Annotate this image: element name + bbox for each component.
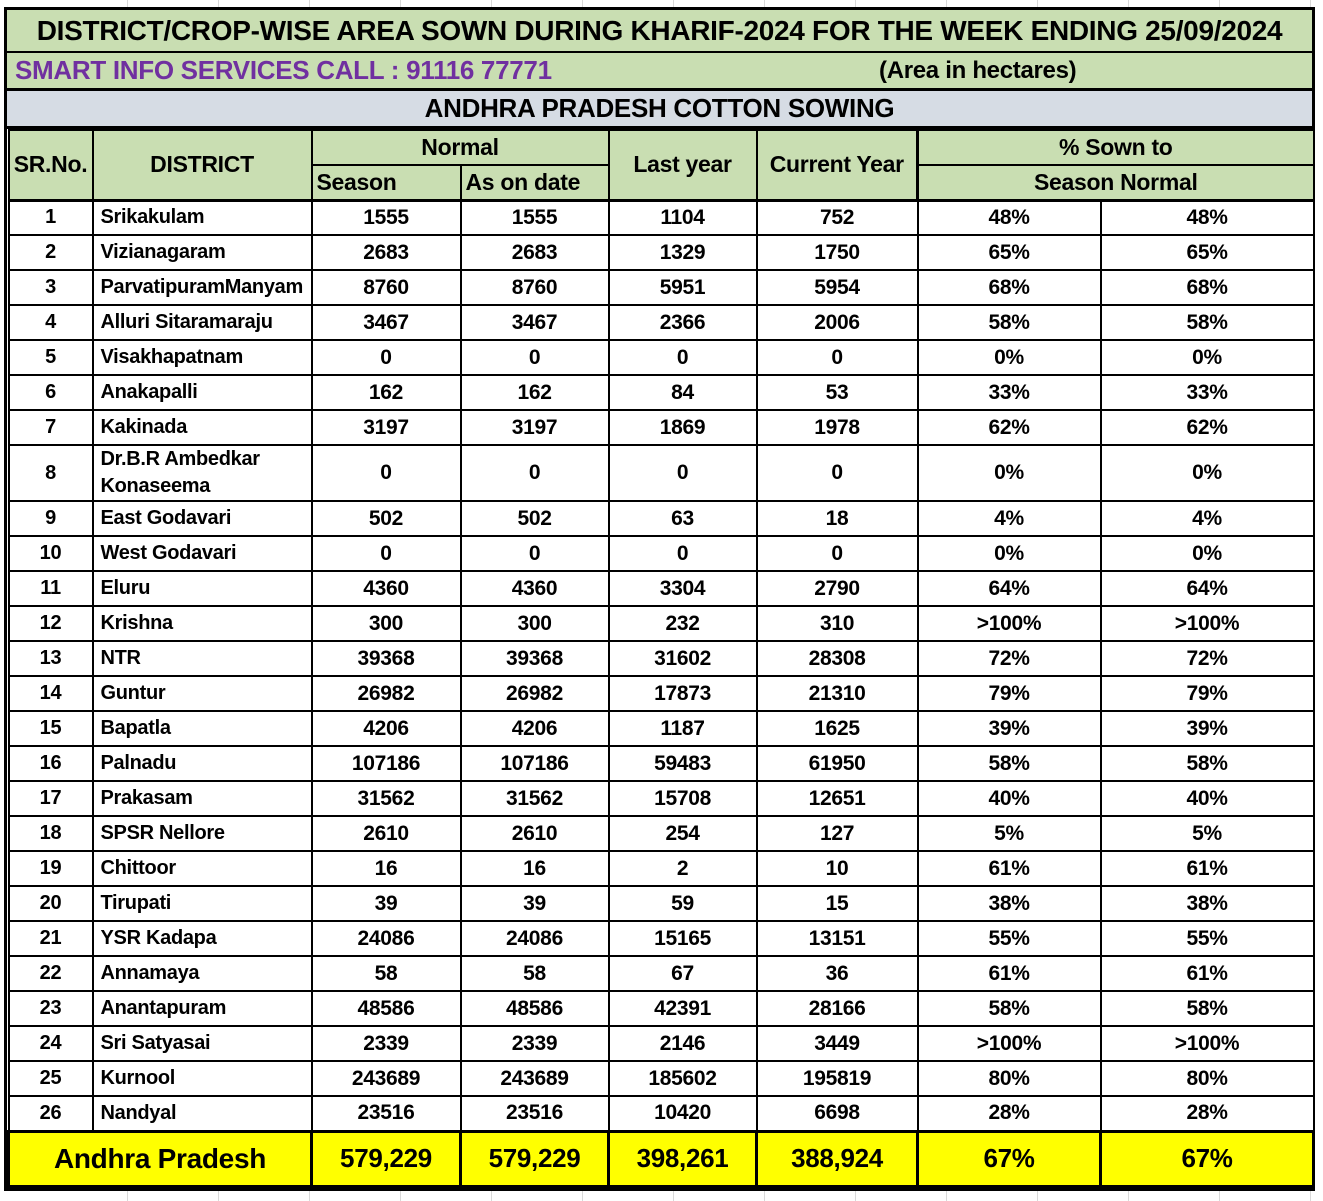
as-on-date-cell: 3197 bbox=[461, 410, 609, 445]
pct-season-normal-cell-2: 62% bbox=[1101, 410, 1314, 445]
as-on-date-cell: 4206 bbox=[461, 711, 609, 746]
table-row bbox=[9, 1061, 1314, 1096]
district-cell: Tirupati bbox=[93, 886, 312, 921]
sr-no-cell: 25 bbox=[9, 1061, 93, 1096]
district-cell: Srikakulam bbox=[93, 200, 312, 235]
as-on-date-cell: 2683 bbox=[461, 235, 609, 270]
as-on-date-cell: 2339 bbox=[461, 1026, 609, 1061]
as-on-date-cell: 107186 bbox=[461, 746, 609, 781]
current-year-cell: 13151 bbox=[757, 921, 918, 956]
pct-season-normal-cell-2: 72% bbox=[1101, 641, 1314, 676]
sr-no-cell: 23 bbox=[9, 991, 93, 1026]
sr-no-cell: 8 bbox=[9, 445, 93, 501]
last-year-cell: 31602 bbox=[609, 641, 757, 676]
district-cell: Sri Satyasai bbox=[93, 1026, 312, 1061]
last-year-cell: 2146 bbox=[609, 1026, 757, 1061]
sr-no-cell: 7 bbox=[9, 410, 93, 445]
sr-no-cell: 22 bbox=[9, 956, 93, 991]
current-year-cell: 195819 bbox=[757, 1061, 918, 1096]
season-cell: 2610 bbox=[312, 816, 461, 851]
table-row bbox=[9, 1026, 1314, 1061]
table-row bbox=[9, 375, 1314, 410]
last-year-cell: 63 bbox=[609, 501, 757, 536]
sr-no-cell: 3 bbox=[9, 270, 93, 305]
season-cell: 4360 bbox=[312, 571, 461, 606]
current-year-cell: 5954 bbox=[757, 270, 918, 305]
pct-season-normal-cell-2: 58% bbox=[1101, 305, 1314, 340]
as-on-date-cell: 4360 bbox=[461, 571, 609, 606]
col-header-season-normal: Season Normal bbox=[918, 165, 1314, 200]
table-row bbox=[9, 851, 1314, 886]
season-cell: 107186 bbox=[312, 746, 461, 781]
sr-no-cell: 21 bbox=[9, 921, 93, 956]
current-year-cell: 752 bbox=[757, 200, 918, 235]
table-header-row-1 bbox=[9, 130, 1314, 165]
current-year-cell: 1978 bbox=[757, 410, 918, 445]
table-row bbox=[9, 606, 1314, 641]
pct-season-normal-cell-2: 4% bbox=[1101, 501, 1314, 536]
season-cell: 39 bbox=[312, 886, 461, 921]
pct-season-normal-cell-2: 0% bbox=[1101, 445, 1314, 501]
report-subtitle: ANDHRA PRADESH COTTON SOWING bbox=[7, 91, 1312, 129]
district-cell: Anantapuram bbox=[93, 991, 312, 1026]
sr-no-cell: 14 bbox=[9, 676, 93, 711]
total-row bbox=[9, 1131, 1314, 1186]
district-cell: Guntur bbox=[93, 676, 312, 711]
as-on-date-cell: 1555 bbox=[461, 200, 609, 235]
current-year-cell: 127 bbox=[757, 816, 918, 851]
table-row bbox=[9, 235, 1314, 270]
district-cell: Annamaya bbox=[93, 956, 312, 991]
season-cell: 502 bbox=[312, 501, 461, 536]
last-year-cell: 5951 bbox=[609, 270, 757, 305]
sr-no-cell: 4 bbox=[9, 305, 93, 340]
last-year-cell: 1104 bbox=[609, 200, 757, 235]
as-on-date-cell: 26982 bbox=[461, 676, 609, 711]
table-body bbox=[9, 200, 1314, 1131]
season-cell: 0 bbox=[312, 536, 461, 571]
season-cell: 3197 bbox=[312, 410, 461, 445]
total-pct-season-cell-1: 67% bbox=[918, 1131, 1101, 1186]
pct-season-normal-cell-2: 48% bbox=[1101, 200, 1314, 235]
sr-no-cell: 13 bbox=[9, 641, 93, 676]
as-on-date-cell: 48586 bbox=[461, 991, 609, 1026]
season-cell: 4206 bbox=[312, 711, 461, 746]
last-year-cell: 1187 bbox=[609, 711, 757, 746]
last-year-cell: 17873 bbox=[609, 676, 757, 711]
col-header-sr-no: SR.No. bbox=[9, 130, 93, 200]
last-year-cell: 10420 bbox=[609, 1096, 757, 1131]
pct-season-normal-cell-2: 0% bbox=[1101, 340, 1314, 375]
pct-season-normal-cell-2: 0% bbox=[1101, 536, 1314, 571]
current-year-cell: 10 bbox=[757, 851, 918, 886]
pct-season-normal-cell-1: 5% bbox=[918, 816, 1101, 851]
season-cell: 39368 bbox=[312, 641, 461, 676]
report-title: DISTRICT/CROP-WISE AREA SOWN DURING KHARIF-2024 FOR THE WEEK ENDING 25/09/2024 bbox=[7, 10, 1312, 53]
pct-season-normal-cell-2: 65% bbox=[1101, 235, 1314, 270]
as-on-date-cell: 24086 bbox=[461, 921, 609, 956]
table-footer bbox=[9, 1131, 1314, 1186]
last-year-cell: 0 bbox=[609, 445, 757, 501]
table-row bbox=[9, 746, 1314, 781]
as-on-date-cell: 16 bbox=[461, 851, 609, 886]
district-cell: YSR Kadapa bbox=[93, 921, 312, 956]
table-row bbox=[9, 816, 1314, 851]
table-row bbox=[9, 1096, 1314, 1131]
pct-season-normal-cell-1: 39% bbox=[918, 711, 1101, 746]
pct-season-normal-cell-1: 40% bbox=[918, 781, 1101, 816]
last-year-cell: 59 bbox=[609, 886, 757, 921]
pct-season-normal-cell-1: 62% bbox=[918, 410, 1101, 445]
as-on-date-cell: 39 bbox=[461, 886, 609, 921]
pct-season-normal-cell-2: 38% bbox=[1101, 886, 1314, 921]
current-year-cell: 12651 bbox=[757, 781, 918, 816]
table-row bbox=[9, 536, 1314, 571]
pct-season-normal-cell-1: 48% bbox=[918, 200, 1101, 235]
sr-no-cell: 18 bbox=[9, 816, 93, 851]
col-header-season: Season bbox=[312, 165, 461, 200]
pct-season-normal-cell-1: 65% bbox=[918, 235, 1101, 270]
pct-season-normal-cell-2: 61% bbox=[1101, 851, 1314, 886]
season-cell: 24086 bbox=[312, 921, 461, 956]
col-header-as-on-date: As on date bbox=[461, 165, 609, 200]
table-row bbox=[9, 571, 1314, 606]
pct-season-normal-cell-1: >100% bbox=[918, 1026, 1101, 1061]
total-season-cell: 579,229 bbox=[312, 1131, 461, 1186]
last-year-cell: 1329 bbox=[609, 235, 757, 270]
current-year-cell: 0 bbox=[757, 445, 918, 501]
pct-season-normal-cell-1: 61% bbox=[918, 851, 1101, 886]
pct-season-normal-cell-1: 58% bbox=[918, 746, 1101, 781]
current-year-cell: 0 bbox=[757, 340, 918, 375]
season-cell: 48586 bbox=[312, 991, 461, 1026]
current-year-cell: 3449 bbox=[757, 1026, 918, 1061]
district-cell: Kakinada bbox=[93, 410, 312, 445]
current-year-cell: 61950 bbox=[757, 746, 918, 781]
pct-season-normal-cell-1: 38% bbox=[918, 886, 1101, 921]
total-as-on-date-cell: 579,229 bbox=[461, 1131, 609, 1186]
district-cell: East Godavari bbox=[93, 501, 312, 536]
last-year-cell: 0 bbox=[609, 340, 757, 375]
table-row bbox=[9, 886, 1314, 921]
pct-season-normal-cell-2: 61% bbox=[1101, 956, 1314, 991]
pct-season-normal-cell-1: 0% bbox=[918, 536, 1101, 571]
sr-no-cell: 20 bbox=[9, 886, 93, 921]
col-header-normal-group: Normal bbox=[312, 130, 609, 165]
current-year-cell: 28166 bbox=[757, 991, 918, 1026]
last-year-cell: 0 bbox=[609, 536, 757, 571]
season-cell: 26982 bbox=[312, 676, 461, 711]
as-on-date-cell: 162 bbox=[461, 375, 609, 410]
as-on-date-cell: 31562 bbox=[461, 781, 609, 816]
as-on-date-cell: 8760 bbox=[461, 270, 609, 305]
season-cell: 2339 bbox=[312, 1026, 461, 1061]
pct-season-normal-cell-2: >100% bbox=[1101, 606, 1314, 641]
pct-season-normal-cell-2: 64% bbox=[1101, 571, 1314, 606]
district-cell: Alluri Sitaramaraju bbox=[93, 305, 312, 340]
as-on-date-cell: 300 bbox=[461, 606, 609, 641]
col-header-current-year: Current Year bbox=[757, 130, 918, 200]
table-row bbox=[9, 781, 1314, 816]
as-on-date-cell: 2610 bbox=[461, 816, 609, 851]
total-pct-season-cell-2: 67% bbox=[1101, 1131, 1314, 1186]
as-on-date-cell: 3467 bbox=[461, 305, 609, 340]
current-year-cell: 28308 bbox=[757, 641, 918, 676]
current-year-cell: 21310 bbox=[757, 676, 918, 711]
pct-season-normal-cell-1: 58% bbox=[918, 305, 1101, 340]
current-year-cell: 0 bbox=[757, 536, 918, 571]
total-current-year-cell: 388,924 bbox=[757, 1131, 918, 1186]
last-year-cell: 232 bbox=[609, 606, 757, 641]
as-on-date-cell: 502 bbox=[461, 501, 609, 536]
current-year-cell: 310 bbox=[757, 606, 918, 641]
current-year-cell: 1750 bbox=[757, 235, 918, 270]
sr-no-cell: 1 bbox=[9, 200, 93, 235]
table-row bbox=[9, 340, 1314, 375]
district-cell: Visakhapatnam bbox=[93, 340, 312, 375]
sr-no-cell: 12 bbox=[9, 606, 93, 641]
table-row bbox=[9, 641, 1314, 676]
season-cell: 3467 bbox=[312, 305, 461, 340]
as-on-date-cell: 23516 bbox=[461, 1096, 609, 1131]
total-label-cell: Andhra Pradesh bbox=[9, 1131, 312, 1186]
current-year-cell: 15 bbox=[757, 886, 918, 921]
season-cell: 243689 bbox=[312, 1061, 461, 1096]
pct-season-normal-cell-2: 79% bbox=[1101, 676, 1314, 711]
pct-season-normal-cell-2: 28% bbox=[1101, 1096, 1314, 1131]
sr-no-cell: 26 bbox=[9, 1096, 93, 1131]
sowing-table bbox=[7, 129, 1315, 1188]
pct-season-normal-cell-2: 5% bbox=[1101, 816, 1314, 851]
table-row bbox=[9, 921, 1314, 956]
pct-season-normal-cell-1: >100% bbox=[918, 606, 1101, 641]
district-cell: Krishna bbox=[93, 606, 312, 641]
sr-no-cell: 16 bbox=[9, 746, 93, 781]
current-year-cell: 2790 bbox=[757, 571, 918, 606]
season-cell: 23516 bbox=[312, 1096, 461, 1131]
pct-season-normal-cell-1: 58% bbox=[918, 991, 1101, 1026]
district-cell: Kurnool bbox=[93, 1061, 312, 1096]
district-cell: Palnadu bbox=[93, 746, 312, 781]
table-row bbox=[9, 991, 1314, 1026]
last-year-cell: 15165 bbox=[609, 921, 757, 956]
current-year-cell: 6698 bbox=[757, 1096, 918, 1131]
table-row bbox=[9, 410, 1314, 445]
sr-no-cell: 2 bbox=[9, 235, 93, 270]
district-cell: West Godavari bbox=[93, 536, 312, 571]
sheet-gridline-strip-top bbox=[0, 0, 1323, 7]
district-cell: Vizianagaram bbox=[93, 235, 312, 270]
total-last-year-cell: 398,261 bbox=[609, 1131, 757, 1186]
col-header-last-year: Last year bbox=[609, 130, 757, 200]
pct-season-normal-cell-2: 33% bbox=[1101, 375, 1314, 410]
district-cell: Prakasam bbox=[93, 781, 312, 816]
current-year-cell: 53 bbox=[757, 375, 918, 410]
pct-season-normal-cell-1: 68% bbox=[918, 270, 1101, 305]
table-row bbox=[9, 956, 1314, 991]
last-year-cell: 1869 bbox=[609, 410, 757, 445]
season-cell: 31562 bbox=[312, 781, 461, 816]
district-cell: ParvatipuramManyam bbox=[93, 270, 312, 305]
current-year-cell: 18 bbox=[757, 501, 918, 536]
pct-season-normal-cell-1: 64% bbox=[918, 571, 1101, 606]
sr-no-cell: 15 bbox=[9, 711, 93, 746]
sr-no-cell: 17 bbox=[9, 781, 93, 816]
service-info-text: SMART INFO SERVICES CALL : 91116 77771 bbox=[15, 55, 552, 85]
pct-season-normal-cell-2: 58% bbox=[1101, 991, 1314, 1026]
table-row bbox=[9, 501, 1314, 536]
service-info-row bbox=[7, 53, 1312, 91]
season-cell: 16 bbox=[312, 851, 461, 886]
table-row bbox=[9, 711, 1314, 746]
pct-season-normal-cell-1: 28% bbox=[918, 1096, 1101, 1131]
report-sheet bbox=[4, 7, 1315, 1191]
sr-no-cell: 10 bbox=[9, 536, 93, 571]
table-row bbox=[9, 305, 1314, 340]
table-row bbox=[9, 676, 1314, 711]
table-row bbox=[9, 200, 1314, 235]
table-header bbox=[9, 130, 1314, 200]
district-cell: Bapatla bbox=[93, 711, 312, 746]
as-on-date-cell: 58 bbox=[461, 956, 609, 991]
season-cell: 300 bbox=[312, 606, 461, 641]
sr-no-cell: 19 bbox=[9, 851, 93, 886]
pct-season-normal-cell-2: 40% bbox=[1101, 781, 1314, 816]
season-cell: 8760 bbox=[312, 270, 461, 305]
table-row bbox=[9, 270, 1314, 305]
pct-season-normal-cell-2: 80% bbox=[1101, 1061, 1314, 1096]
season-cell: 162 bbox=[312, 375, 461, 410]
as-on-date-cell: 0 bbox=[461, 445, 609, 501]
sheet-gridline-strip-bottom bbox=[0, 1191, 1323, 1201]
last-year-cell: 67 bbox=[609, 956, 757, 991]
col-header-district: DISTRICT bbox=[93, 130, 312, 200]
district-cell: Anakapalli bbox=[93, 375, 312, 410]
last-year-cell: 84 bbox=[609, 375, 757, 410]
sr-no-cell: 9 bbox=[9, 501, 93, 536]
sr-no-cell: 6 bbox=[9, 375, 93, 410]
pct-season-normal-cell-1: 33% bbox=[918, 375, 1101, 410]
last-year-cell: 2 bbox=[609, 851, 757, 886]
sr-no-cell: 5 bbox=[9, 340, 93, 375]
pct-season-normal-cell-1: 80% bbox=[918, 1061, 1101, 1096]
sr-no-cell: 24 bbox=[9, 1026, 93, 1061]
current-year-cell: 1625 bbox=[757, 711, 918, 746]
season-cell: 58 bbox=[312, 956, 461, 991]
as-on-date-cell: 243689 bbox=[461, 1061, 609, 1096]
pct-season-normal-cell-1: 79% bbox=[918, 676, 1101, 711]
district-cell: Eluru bbox=[93, 571, 312, 606]
last-year-cell: 59483 bbox=[609, 746, 757, 781]
pct-season-normal-cell-1: 0% bbox=[918, 445, 1101, 501]
district-cell: Dr.B.R Ambedkar Konaseema bbox=[93, 445, 312, 501]
season-cell: 2683 bbox=[312, 235, 461, 270]
district-cell: Chittoor bbox=[93, 851, 312, 886]
season-cell: 0 bbox=[312, 445, 461, 501]
table-row bbox=[9, 445, 1314, 501]
current-year-cell: 2006 bbox=[757, 305, 918, 340]
district-cell: NTR bbox=[93, 641, 312, 676]
pct-season-normal-cell-1: 72% bbox=[918, 641, 1101, 676]
pct-season-normal-cell-2: 68% bbox=[1101, 270, 1314, 305]
as-on-date-cell: 39368 bbox=[461, 641, 609, 676]
pct-season-normal-cell-2: 55% bbox=[1101, 921, 1314, 956]
last-year-cell: 254 bbox=[609, 816, 757, 851]
last-year-cell: 185602 bbox=[609, 1061, 757, 1096]
current-year-cell: 36 bbox=[757, 956, 918, 991]
last-year-cell: 3304 bbox=[609, 571, 757, 606]
season-cell: 1555 bbox=[312, 200, 461, 235]
pct-season-normal-cell-2: 58% bbox=[1101, 746, 1314, 781]
last-year-cell: 2366 bbox=[609, 305, 757, 340]
area-unit-label: (Area in hectares) bbox=[879, 56, 1077, 84]
as-on-date-cell: 0 bbox=[461, 536, 609, 571]
last-year-cell: 15708 bbox=[609, 781, 757, 816]
district-cell: Nandyal bbox=[93, 1096, 312, 1131]
pct-season-normal-cell-2: >100% bbox=[1101, 1026, 1314, 1061]
col-header-pct-sown-group: % Sown to bbox=[918, 130, 1314, 165]
pct-season-normal-cell-1: 61% bbox=[918, 956, 1101, 991]
district-cell: SPSR Nellore bbox=[93, 816, 312, 851]
as-on-date-cell: 0 bbox=[461, 340, 609, 375]
pct-season-normal-cell-1: 55% bbox=[918, 921, 1101, 956]
season-cell: 0 bbox=[312, 340, 461, 375]
last-year-cell: 42391 bbox=[609, 991, 757, 1026]
pct-season-normal-cell-1: 0% bbox=[918, 340, 1101, 375]
sr-no-cell: 11 bbox=[9, 571, 93, 606]
pct-season-normal-cell-2: 39% bbox=[1101, 711, 1314, 746]
pct-season-normal-cell-1: 4% bbox=[918, 501, 1101, 536]
